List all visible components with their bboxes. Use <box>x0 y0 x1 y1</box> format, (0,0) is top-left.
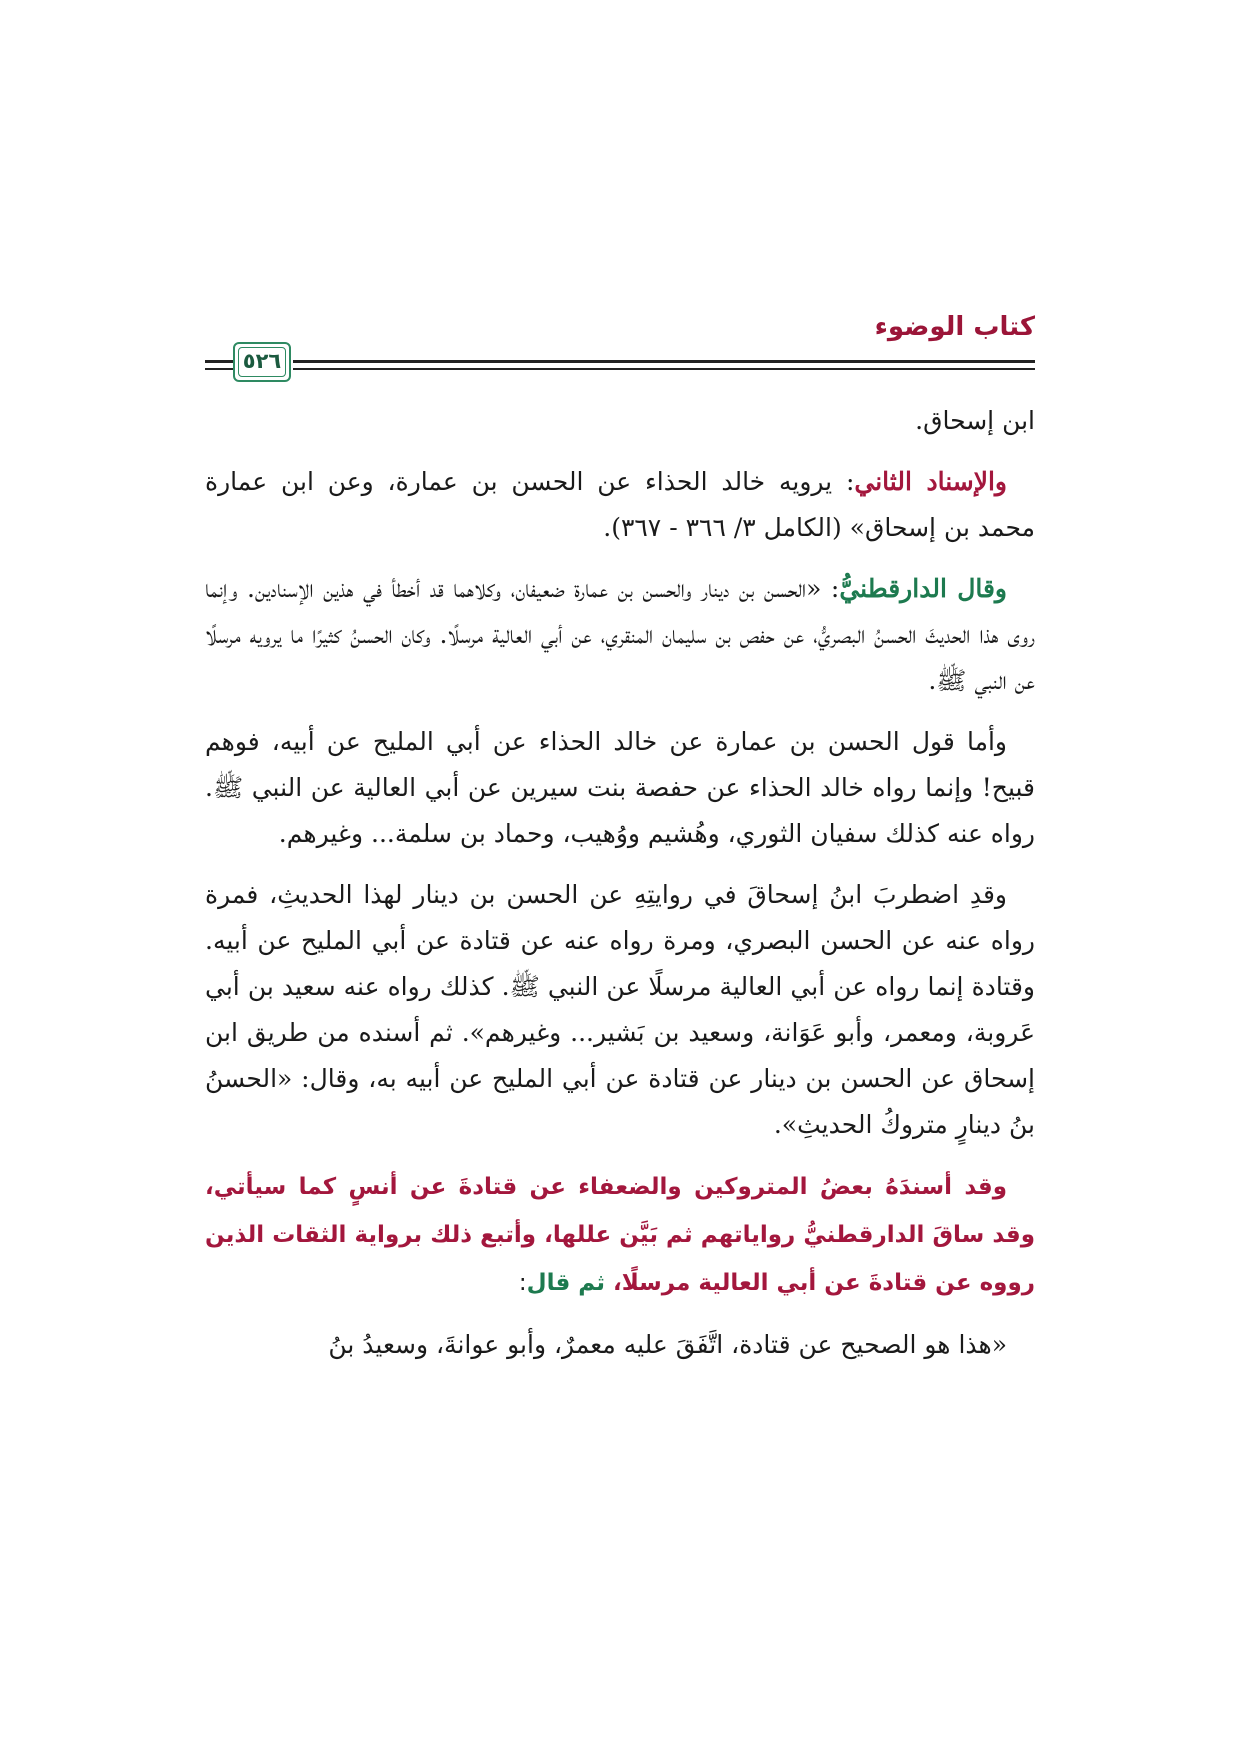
paragraph-6-emphasis: وقد أسندَهُ بعضُ المتروكين والضعفاء عن قتادةَ عن أنسٍ كما سيأتي، وقد ساقَ الدارقطنيُّ رواياتهم ثم بَيَّن عللها، وأتبع ذلك برواية الثقات الذين رووه عن قتادةَ عن أبي العالية مرسلًا، <box>205 1174 1035 1296</box>
page-number: ٥٢٦ <box>242 349 282 373</box>
page-number-badge <box>233 342 291 382</box>
page-header <box>205 312 1035 382</box>
paragraph-4-text: وأما قول الحسن بن عمارة عن خالد الحذاء عن أبي المليح عن أبيه، فوهم قبيح! وإنما رواه خالد الحذاء عن حفصة بنت سيرين عن أبي العالية عن النبي ﷺ. رواه عنه كذلك سفيان الثوري، وهُشيم ووُهيب، وحماد بن سلمة... وغيرهم. <box>205 727 1035 848</box>
paragraph-6 <box>205 1163 1035 1307</box>
page-body <box>205 398 1035 1383</box>
paragraph-1 <box>205 398 1035 444</box>
header-rule-top <box>293 360 1035 363</box>
paragraph-5 <box>205 872 1035 1148</box>
paragraph-7-text: «هذا هو الصحيح عن قتادة، اتَّفَقَ عليه معمرٌ، وأبو عوانةَ، وسعيدُ بنُ <box>328 1330 1007 1359</box>
header-rule-left-top <box>205 360 233 363</box>
paragraph-7 <box>205 1322 1035 1368</box>
paragraph-2 <box>205 459 1035 551</box>
header-rule-bottom <box>293 368 1035 370</box>
header-rule-left-bottom <box>205 368 233 370</box>
paragraph-4 <box>205 719 1035 857</box>
paragraph-3 <box>205 566 1035 704</box>
paragraph-2-text: : يرويه خالد الحذاء عن الحسن بن عمارة، وعن ابن عمارة محمد بن إسحاق» (الكامل ٣/ ٣٦٦ - ٣٦٧). <box>205 467 1035 542</box>
second-isnad-heading: والإسناد الثاني <box>854 467 1007 496</box>
paragraph-3-text: : «الحسن بن دينار والحسن بن عمارة ضعيفان، وكلاهما قد أخطأ في هذين الإسنادين. وإنما روى هذا الحديثَ الحسنُ البصريُّ، عن حفص بن سليمان المنقري، عن أبي العالية مرسلًا. وكان الحسنُ كثيرًا ما يرويه مرسلًا عن النبي ﷺ. <box>205 574 1035 695</box>
paragraph-1-text: ابن إسحاق. <box>915 406 1035 435</box>
daraqutni-heading: وقال الدارقطنيُّ <box>839 574 1007 603</box>
paragraph-5-text: وقدِ اضطربَ ابنُ إسحاقَ في روايتِهِ عن الحسن بن دينار لهذا الحديثِ، فمرة رواه عنه عن الحسن البصري، ومرة رواه عنه عن قتادة عن أبي المليح عن أبيه. وقتادة إنما رواه عن أبي العالية مرسلًا عن النبي ﷺ. كذلك رواه عنه سعيد بن أبي عَروبة، ومعمر، وأبو عَوَانة، وسعيد بن بَشير... وغيرهم». ثم أسنده من طريق ابن إسحاق عن الحسن بن دينار عن قتادة عن أبي المليح عن أبيه به، وقال: «الحسنُ بنُ دينارٍ متروكُ الحديثِ». <box>205 880 1035 1139</box>
book-title: كتاب الوضوء <box>874 312 1035 342</box>
paragraph-6-tail: ثم قال <box>526 1270 613 1296</box>
paragraph-6-colon: : <box>518 1270 527 1296</box>
